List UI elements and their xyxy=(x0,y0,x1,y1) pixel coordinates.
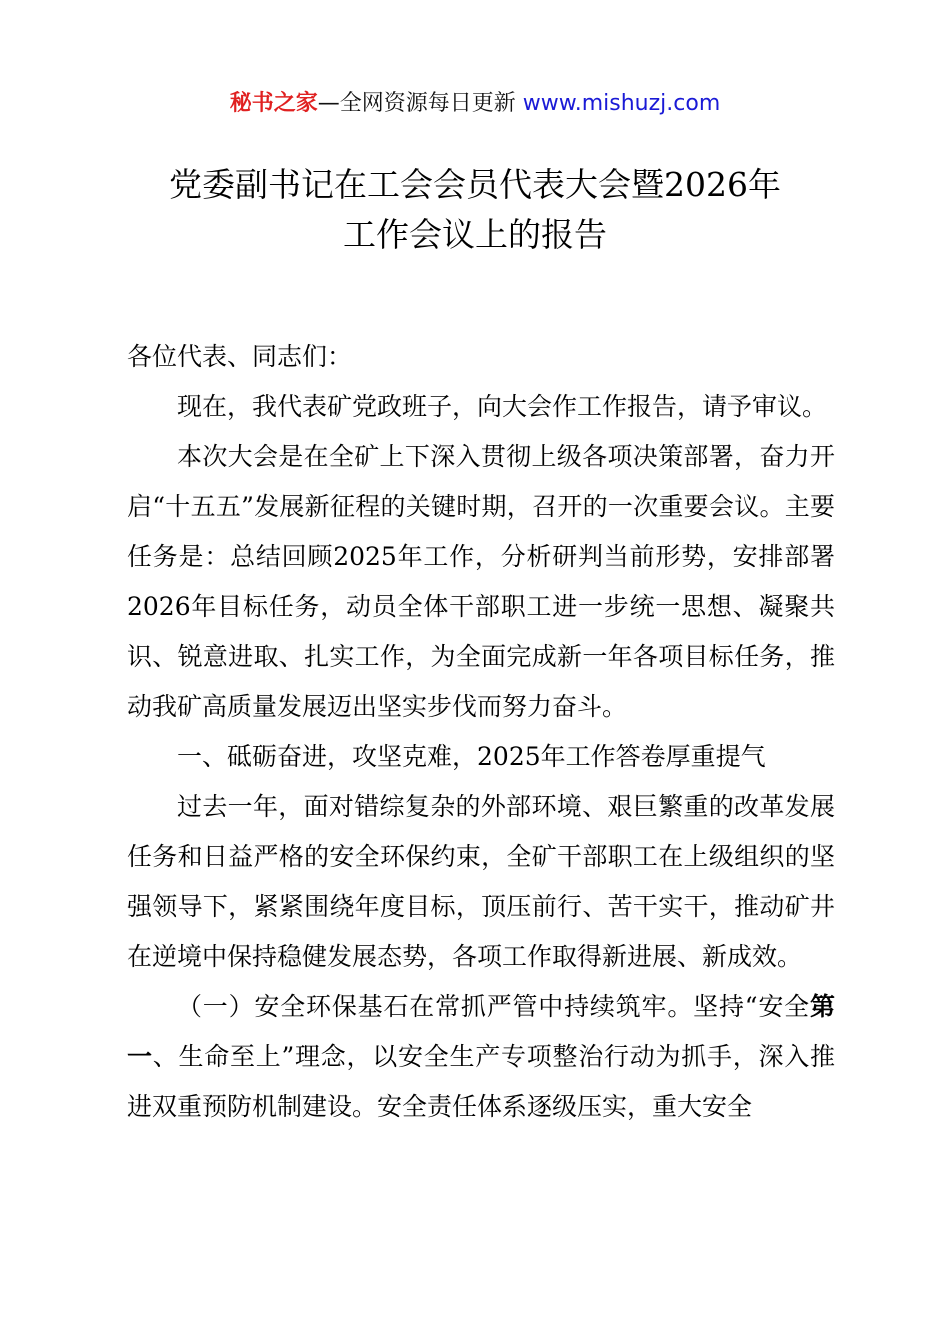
brand-name: 秘书之家 xyxy=(229,91,318,116)
section-heading-1: 一、砥砺奋进，攻坚克难，2025年工作答卷厚重提气 xyxy=(177,742,766,771)
paragraph-safety-text-1: （一）安全环保基石在常抓严管中持续筑牢。坚持“安全 xyxy=(177,992,810,1021)
paragraph-safety xyxy=(127,982,835,1132)
title-line-1: 党委副书记在工会会员代表大会暨2026年 xyxy=(169,165,781,204)
document-body xyxy=(127,332,835,1132)
document-title xyxy=(0,160,950,260)
header-tagline: —全网资源每日更新 xyxy=(317,91,523,116)
paragraph-safety-text-2: 、生命至上”理念，以安全生产专项整治行动为抓手，深入推进双重预防机制建设。安全责任体系逐级压实，重大安全 xyxy=(127,1042,835,1121)
paragraph-intro: 现在，我代表矿党政班子，向大会作工作报告，请予审议。 xyxy=(177,392,828,421)
paragraph-meeting-purpose: 本次大会是在全矿上下深入贯彻上级各项决策部署，奋力开启“十五五”发展新征程的关键时期，召开的一次重要会议。主要任务是：总结回顾2025年工作，分析研判当前形势，安排部署2026年目标任务，动员全体干部职工进一步统一思想、凝聚共识、锐意进取、扎实工作，为全面完成新一年各项目标任务，推动我矿高质量发展迈出坚实步伐而努力奋斗。 xyxy=(127,442,835,721)
paragraph-review: 过去一年，面对错综复杂的外部环境、艰巨繁重的改革发展任务和日益严格的安全环保约束，全矿干部职工在上级组织的坚强领导下，紧紧围绕年度目标，顶压前行、苦干实干，推动矿井在逆境中保持稳健发展态势，各项工作取得新进展、新成效。 xyxy=(127,792,835,971)
site-url-link[interactable]: www.mishuzj.com xyxy=(522,91,721,116)
site-header xyxy=(0,86,950,122)
paragraph-safety-bold: 第一 xyxy=(127,992,835,1071)
title-line-2: 工作会议上的报告 xyxy=(343,215,607,254)
salutation: 各位代表、同志们： xyxy=(127,342,353,371)
